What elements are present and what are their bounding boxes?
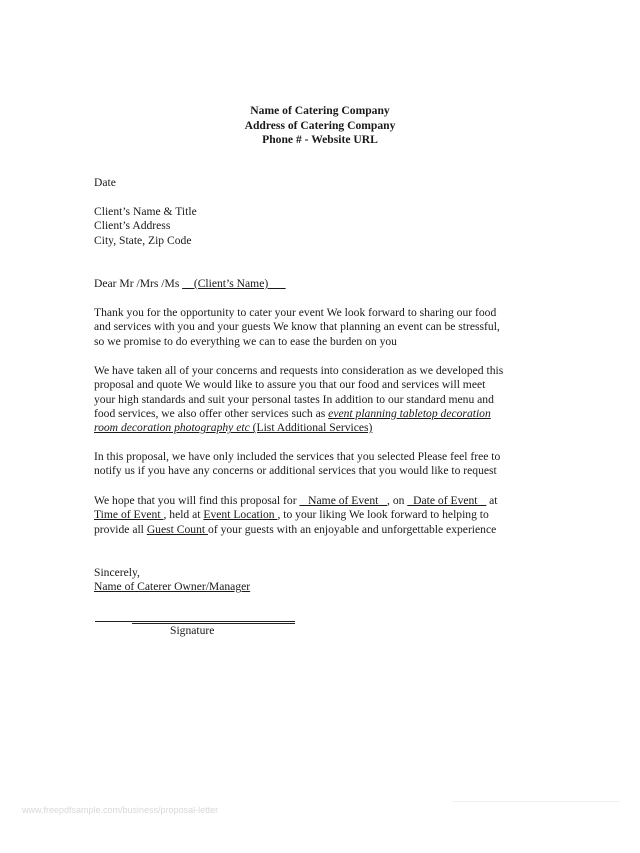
paragraph-event-details [94,494,564,537]
recipient-name-title: Client’s Name & Title [94,205,197,218]
closing-block [94,566,564,595]
paragraph-line: your high standards and suit your personal tastes In addition to our standard menu and [94,392,494,406]
paragraph-line: We have taken all of your concerns and requests into consideration as we developed this [94,364,504,377]
paragraph-line: notify us if you have any concerns or additional services that you would like to request [94,464,497,478]
paragraph-line: Thank you for the opportunity to cater your event We look forward to sharing our food [94,306,497,319]
guest-count-field: Guest Count [146,522,209,536]
paragraph-line: We hope that you will find this proposal for [94,494,300,507]
company-name: Name of Catering Company [250,104,390,117]
paragraph-line: , to your liking We look forward to helping to [277,508,489,522]
salutation-prefix: Dear Mr /Mrs /Ms [94,277,183,290]
paragraph-line: provide all [94,522,147,536]
closing-sincerely: Sincerely, [94,566,140,579]
signature-label: Signature [170,624,215,637]
recipient-address: Client’s Address [94,219,171,233]
company-contact: Phone # - Website URL [262,133,378,146]
signer-name-field: Name of Caterer Owner/Manager [94,580,251,594]
recipient-city-state-zip: City, State, Zip Code [94,233,192,247]
company-address: Address of Catering Company [244,118,396,132]
event-time-field: Time of Event [94,508,164,522]
event-date-field: _Date of Event _ [407,494,487,507]
client-name-field: __(Client’s Name)___ [182,277,286,290]
paragraph-line: so we promise to do everything we can to ease the burden on you [94,334,397,348]
additional-services-field: (List Additional Services) [252,421,373,435]
event-location-field: Event Location [203,508,278,522]
paragraph-line: food services, we also offer other services such as [94,406,329,420]
paragraph-intro [94,306,564,349]
services-list-field-continued: room decoration photography etc [94,421,253,435]
event-name-field: _ Name of Event _ [299,494,388,507]
watermark-text: www.freepdfsample.com/business/proposal-letter [22,805,219,815]
date-label: Date [94,176,116,189]
paragraph-line: at [486,494,498,507]
salutation [94,277,564,291]
paragraph-services [94,364,564,435]
recipient-block [94,205,564,248]
paragraph-line: , on [387,494,408,507]
watermark-logo [452,801,620,816]
paragraph-line: and services with you and your guests We know that planning an event can be stressful, [94,320,500,334]
paragraph-line: In this proposal, we have only included the services that you selected Please feel free to [94,450,501,463]
signature-line [95,621,295,622]
paragraph-selected-services [94,450,564,479]
services-list-field: event planning tabletop decoration [328,406,491,420]
date-block [94,176,564,190]
paragraph-line: proposal and quote We would like to assure you that our food and services will meet [94,378,486,392]
letterhead [0,104,640,148]
paragraph-line: of your guests with an enjoyable and unforgettable experience [208,522,497,536]
paragraph-line: , held at [163,508,204,522]
